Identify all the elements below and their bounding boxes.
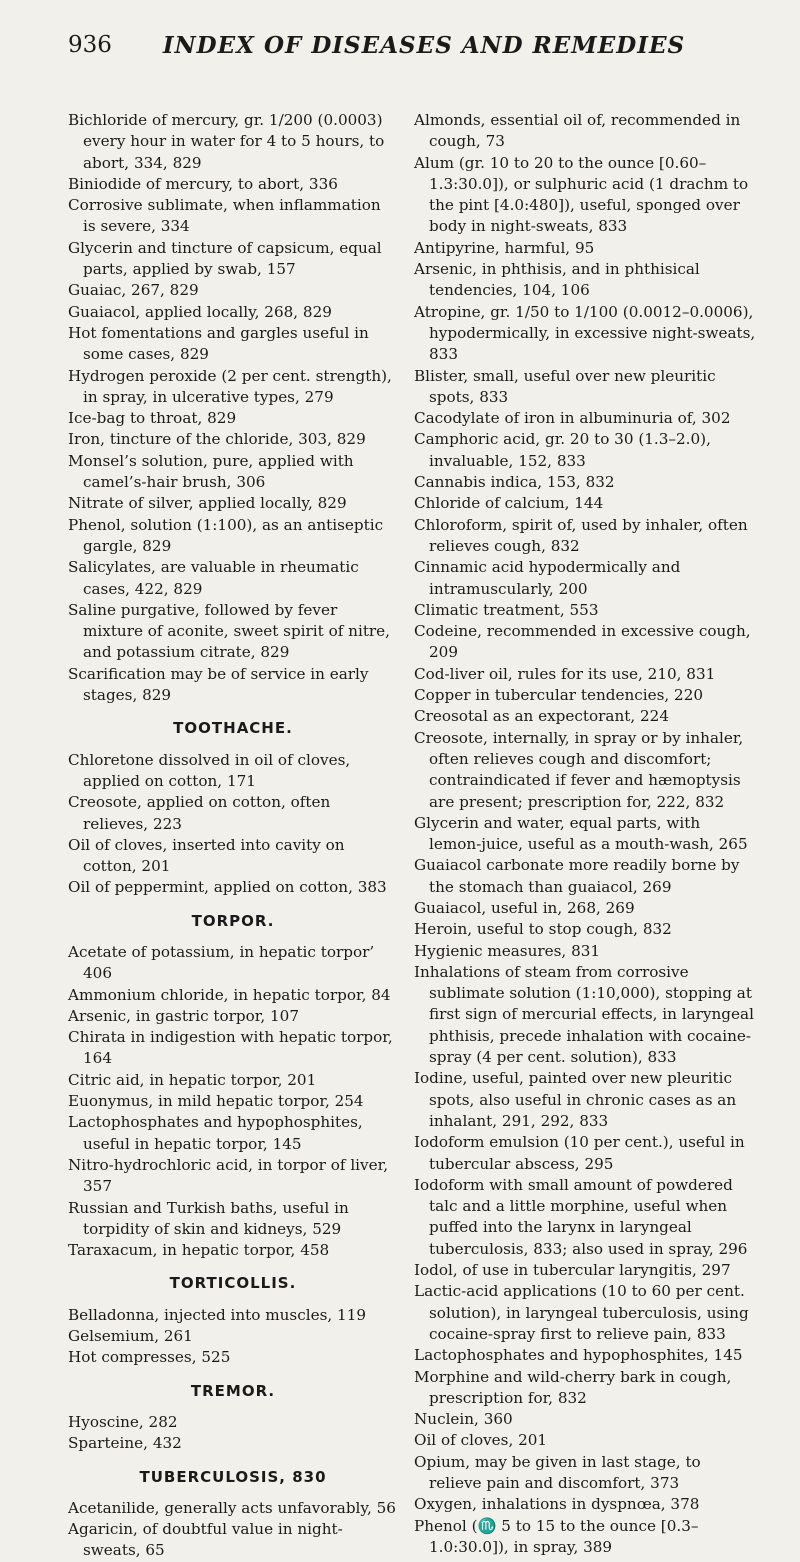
- index-entry: Hyoscine, 282: [68, 1412, 178, 1431]
- index-entry: Creosote, applied on cotton, often relieves, 223: [68, 793, 331, 833]
- index-entry: Inhalations of steam from corrosive sublimate solution (1:10,000), stopping at first sign of mercurial effects, in laryngeal phthisis, precede inhalation with cocaine-spray (4 per cent. solution), 833: [414, 962, 754, 1067]
- index-entry: Climatic treatment, 553: [414, 600, 599, 619]
- index-entry: Hot fomentations and gargles useful in some cases, 829: [68, 323, 369, 364]
- index-entry: Iodine, useful, painted over new pleuritic spots, also useful in chronic cases as an inhalant, 291, 292, 833: [414, 1069, 737, 1130]
- right-column: [414, 110, 756, 1558]
- index-entry: Gelsemium, 261: [68, 1327, 193, 1346]
- index-entry: Phenol (♏ 5 to 15 to the ounce [0.3–1.0:30.0]), in spray, 389: [414, 1516, 699, 1556]
- index-entry: Agaricin, of doubtful value in night-sweats, 65: [68, 1520, 343, 1560]
- index-entry: Cod-liver oil, rules for its use, 210, 831: [414, 664, 716, 683]
- index-entry: Monsel’s solution, pure, applied with camel’s-hair brush, 306: [68, 451, 354, 492]
- index-entry: Chloretone dissolved in oil of cloves, applied on cotton, 171: [68, 750, 351, 790]
- index-entry: Salicylates, are valuable in rheumatic cases, 422, 829: [68, 558, 359, 598]
- index-entry: Corrosive sublimate, when inflammation is severe, 334: [68, 196, 381, 236]
- index-entry: Lactic-acid applications (10 to 60 per cent. solution), in laryngeal tuberculosis, using cocaine-spray first to relieve pain, 833: [414, 1282, 749, 1343]
- index-entry: Oxygen, inhalations in dyspnœa, 378: [414, 1495, 700, 1514]
- page-header: [68, 20, 760, 70]
- heading-torticollis: TORTICOLLIS.: [169, 1274, 297, 1293]
- index-entry: Lactophosphates and hypophosphites, useful in hepatic torpor, 145: [68, 1113, 363, 1153]
- running-title: INDEX OF DISEASES AND REMEDIES: [162, 31, 686, 59]
- index-entry: Oil of cloves, inserted into cavity on cotton, 201: [68, 835, 345, 876]
- index-entry: Camphoric acid, gr. 20 to 30 (1.3–2.0), invaluable, 152, 833: [414, 430, 711, 470]
- index-entry: Guaiacol, applied locally, 268, 829: [68, 302, 332, 321]
- index-entry: Nitrate of silver, applied locally, 829: [68, 494, 347, 513]
- index-entry: Guaiacol carbonate more readily borne by the stomach than guaiacol, 269: [414, 856, 740, 896]
- index-entry: Heroin, useful to stop cough, 832: [414, 920, 672, 939]
- index-entry: Blister, small, useful over new pleuritic spots, 833: [414, 366, 716, 406]
- index-entry: Citric aid, in hepatic torpor, 201: [68, 1070, 317, 1089]
- heading-tuberculosis: TUBERCULOSIS, 830: [139, 1467, 327, 1486]
- index-entry: Bichloride of mercury, gr. 1/200 (0.0003) every hour in water for 4 to 5 hours, to abort, 334, 829: [68, 111, 385, 172]
- index-entry: Opium, may be given in last stage, to relieve pain and discomfort, 373: [414, 1452, 701, 1492]
- index-entry: Creosote, internally, in spray or by inhaler, often relieves cough and discomfort; contraindicated if fever and hæmoptysis are present; prescription for, 222, 832: [414, 728, 744, 811]
- index-entry: Cacodylate of iron in albuminuria of, 302: [414, 409, 731, 428]
- index-entry: Morphine and wild-cherry bark in cough, prescription for, 832: [414, 1367, 732, 1407]
- index-entry: Copper in tubercular tendencies, 220: [414, 686, 704, 705]
- index-entry: Iodoform emulsion (10 per cent.), useful in tubercular abscess, 295: [414, 1133, 745, 1173]
- index-entry: Ice-bag to throat, 829: [68, 409, 237, 428]
- index-entry: Scarification may be of service in early stages, 829: [68, 664, 369, 705]
- entries-tuberculosis-continued: [414, 110, 756, 1558]
- entries-tremor: [68, 1412, 398, 1455]
- index-entry: Belladonna, injected into muscles, 119: [68, 1305, 367, 1324]
- left-column: [68, 110, 398, 1562]
- index-entry: Antipyrine, harmful, 95: [414, 238, 595, 257]
- entries-toothache: [68, 750, 398, 899]
- index-entry: Guaiac, 267, 829: [68, 281, 199, 300]
- index-entry: Oil of peppermint, applied on cotton, 383: [68, 878, 387, 897]
- index-entry: Lactophosphates and hypophosphites, 145: [414, 1346, 743, 1365]
- index-entry: Chloroform, spirit of, used by inhaler, often relieves cough, 832: [414, 515, 748, 555]
- index-entry: Iron, tincture of the chloride, 303, 829: [68, 430, 366, 449]
- index-entry: Cannabis indica, 153, 832: [414, 473, 615, 492]
- entries-tuberculosis: [68, 1498, 398, 1562]
- index-entry: Glycerin and water, equal parts, with lemon-juice, useful as a mouth-wash, 265: [414, 813, 748, 854]
- index-entry: Iodoform with small amount of powdered talc and a little morphine, useful when puffed into the larynx in laryngeal tuberculosis, 833; also used in spray, 296: [414, 1175, 748, 1258]
- index-entry: Glycerin and tincture of capsicum, equal parts, applied by swab, 157: [68, 238, 382, 279]
- index-entry: Taraxacum, in hepatic torpor, 458: [68, 1241, 330, 1260]
- index-entry: Euonymus, in mild hepatic torpor, 254: [68, 1092, 364, 1111]
- index-entry: Chloride of calcium, 144: [414, 494, 604, 513]
- index-entry: Phenol, solution (1:100), as an antiseptic gargle, 829: [68, 515, 384, 555]
- entries-torticollis: [68, 1305, 398, 1369]
- index-entry: Creosotal as an expectorant, 224: [414, 707, 669, 726]
- index-entry: Acetanilide, generally acts unfavorably, 56: [68, 1498, 396, 1517]
- heading-toothache: TOOTHACHE.: [173, 719, 293, 738]
- index-entry: Arsenic, in gastric torpor, 107: [68, 1006, 300, 1025]
- index-entry: Acetate of potassium, in hepatic torpor’ 406: [68, 942, 375, 983]
- heading-tremor: TREMOR.: [190, 1381, 276, 1400]
- index-entry: Biniodide of mercury, to abort, 336: [68, 174, 338, 193]
- heading-torpor: TORPOR.: [191, 911, 275, 930]
- index-entry: Saline purgative, followed by fever mixture of aconite, sweet spirit of nitre, and potassium citrate, 829: [68, 600, 390, 662]
- index-entry: Almonds, essential oil of, recommended in cough, 73: [414, 111, 741, 151]
- index-entry: Alum (gr. 10 to 20 to the ounce [0.60–1.3:30.0]), or sulphuric acid (1 drachm to the pint [4.0:480]), useful, sponged over body in night-sweats, 833: [414, 153, 749, 236]
- index-entry: Nuclein, 360: [414, 1410, 513, 1429]
- index-entry: Cinnamic acid hypodermically and intramuscularly, 200: [414, 558, 681, 598]
- index-entry: Arsenic, in phthisis, and in phthisical tendencies, 104, 106: [414, 260, 700, 300]
- index-entry: Hydrogen peroxide (2 per cent. strength), in spray, in ulcerative types, 279: [68, 366, 392, 406]
- index-entry: Guaiacol, useful in, 268, 269: [414, 898, 635, 917]
- index-entry: Russian and Turkish baths, useful in torpidity of skin and kidneys, 529: [68, 1198, 349, 1238]
- index-entry: Sparteine, 432: [68, 1434, 182, 1453]
- page-number: 936: [68, 32, 112, 58]
- index-entry: Ammonium chloride, in hepatic torpor, 84: [68, 985, 391, 1004]
- index-entry: Hygienic measures, 831: [414, 941, 601, 960]
- index-entry: Hot compresses, 525: [68, 1348, 231, 1367]
- index-entry: Atropine, gr. 1/50 to 1/100 (0.0012–0.0006), hypodermically, in excessive night-sweats, 833: [414, 302, 756, 364]
- index-entry: Oil of cloves, 201: [414, 1431, 548, 1450]
- index-entry: Codeine, recommended in excessive cough, 209: [414, 622, 751, 662]
- index-entry: Iodol, of use in tubercular laryngitis, 297: [414, 1261, 731, 1280]
- entries-torpor: [68, 942, 398, 1261]
- entries-continued: [68, 110, 398, 706]
- index-entry: Chirata in indigestion with hepatic torpor, 164: [68, 1028, 393, 1068]
- index-entry: Nitro-hydrochloric acid, in torpor of liver, 357: [68, 1155, 389, 1196]
